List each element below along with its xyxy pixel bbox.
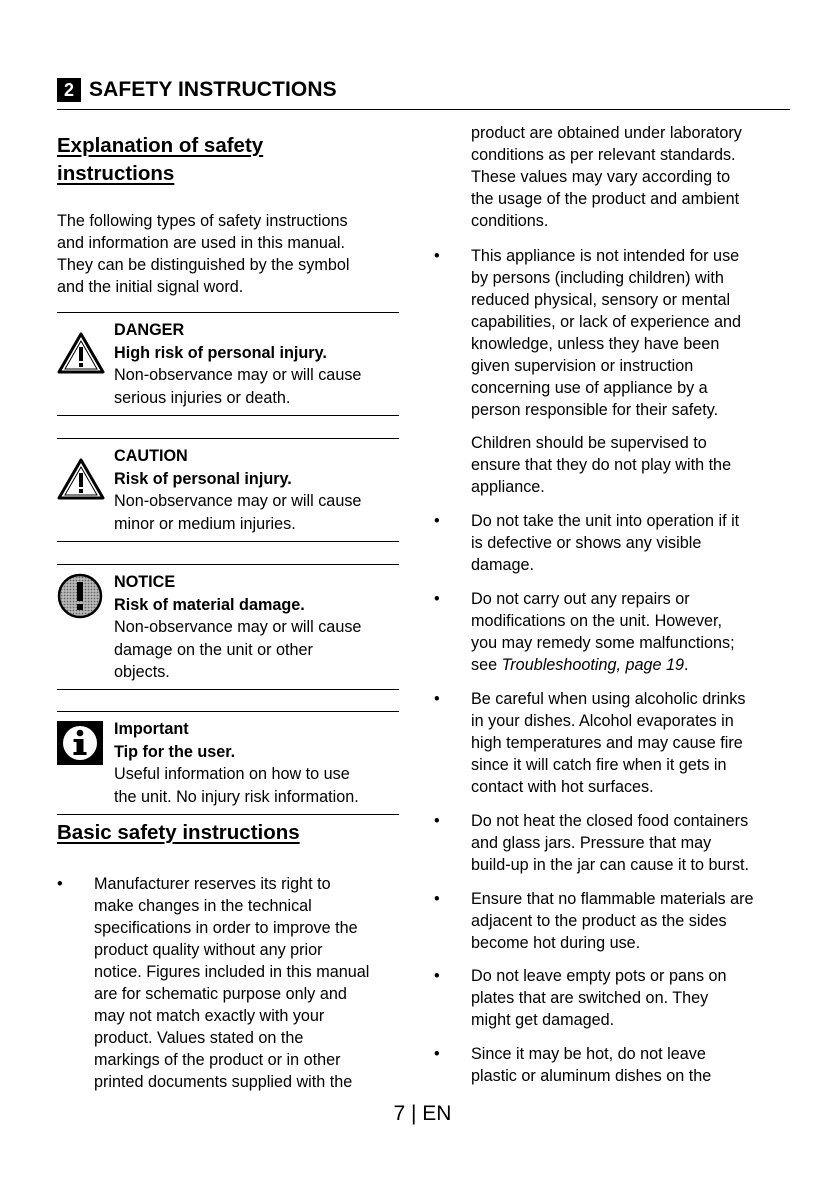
notice-line: Non-observance may or will cause: [114, 618, 362, 636]
text-line: by persons (including children) with: [471, 269, 724, 287]
intro-line: The following types of safety instructions: [57, 212, 348, 230]
notice-word: Important: [114, 720, 189, 738]
text-line: product. Values stated on the: [94, 1029, 304, 1047]
intro-line: They can be distinguished by the symbol: [57, 256, 350, 274]
notice-subtitle: Tip for the user.: [114, 742, 236, 761]
text-line: Be careful when using alcoholic drinks: [471, 690, 746, 708]
chapter-title: SAFETY INSTRUCTIONS: [89, 78, 337, 101]
text-line: may not match exactly with your: [94, 1007, 325, 1025]
text-line: Do not carry out any repairs or: [471, 590, 690, 608]
bullet-text: [471, 510, 801, 576]
text-line: high temperatures and may cause fire: [471, 734, 743, 752]
notice-line: minor or medium injuries.: [114, 514, 296, 533]
bullet-icon: •: [434, 590, 440, 608]
warning-triangle-icon: [57, 457, 105, 501]
text-line: person responsible for their safety.: [471, 401, 719, 419]
text-line: is defective or shows any visible: [471, 534, 702, 552]
text-line: you may remedy some malfunctions;: [471, 634, 735, 652]
basic-safety-title: Basic safety instructions: [57, 821, 300, 844]
explanation-title: [57, 132, 402, 188]
text-line: Manufacturer reserves its right to: [94, 875, 331, 893]
text-line: Do not take the unit into operation if it: [471, 512, 740, 530]
text-line: ensure that they do not play with the: [471, 456, 732, 474]
notice-subtitle: Risk of personal injury.: [114, 469, 292, 488]
important-notice: [57, 711, 399, 815]
notice-line: Non-observance may or will cause: [114, 492, 362, 510]
text-line: modifications on the unit. However,: [471, 612, 723, 630]
text-line: contact with hot surfaces.: [471, 778, 654, 796]
text-line: adjacent to the product as the sides: [471, 912, 727, 930]
text-line: These values may vary according to: [471, 168, 731, 186]
intro-line: and the initial signal word.: [57, 278, 244, 296]
notice-subtitle: High risk of personal injury.: [114, 343, 327, 362]
warning-triangle-icon: [57, 331, 105, 375]
caution-notice: [57, 438, 399, 542]
bullet-icon: •: [434, 967, 440, 985]
explanation-title-line: Explanation of safety: [57, 134, 264, 157]
see-text: see: [471, 656, 502, 674]
explanation-intro: [57, 210, 402, 298]
list-item: [57, 873, 417, 1093]
text-line: Do not leave empty pots or pans on: [471, 967, 727, 985]
text-line: conditions.: [471, 212, 549, 230]
text-line: printed documents supplied with the: [94, 1073, 353, 1091]
bullet-text: [94, 873, 369, 1093]
text-line: conditions as per relevant standards.: [471, 146, 736, 164]
text-line: become hot during use.: [471, 934, 641, 952]
bullet-icon: •: [434, 812, 440, 830]
text-line: given supervision or instruction: [471, 357, 694, 375]
explanation-section: [57, 132, 402, 298]
notice-word: DANGER: [114, 321, 185, 339]
notice-line: Useful information on how to use: [114, 765, 350, 783]
notice-line: serious injuries or death.: [114, 388, 291, 407]
text-line: are for schematic purpose only and: [94, 985, 347, 1003]
bullet-icon: •: [434, 690, 440, 708]
notice-subtitle: Risk of material damage.: [114, 595, 305, 614]
notice-line: damage on the unit or other: [114, 640, 313, 659]
text-line: in your dishes. Alcohol evaporates in: [471, 712, 734, 730]
bullet-icon: •: [434, 512, 440, 530]
bullet-icon: •: [434, 247, 440, 265]
text-line: knowledge, unless they have been: [471, 335, 720, 353]
text-line: markings of the product or in other: [94, 1051, 341, 1069]
exclamation-circle-icon: [57, 573, 103, 619]
children-paragraph: [471, 432, 801, 498]
text-line: This appliance is not intended for use: [471, 247, 740, 265]
danger-text: [114, 319, 404, 409]
notice-line: the unit. No injury risk information.: [114, 787, 359, 806]
bullet-text: [471, 965, 801, 1031]
notice-text: [114, 571, 404, 684]
bullet-text: [471, 810, 801, 876]
text-line: plastic or aluminum dishes on the: [471, 1067, 712, 1085]
text-line: specifications in order to improve the: [94, 919, 358, 937]
important-text: [114, 718, 404, 808]
bullet-text: [471, 1043, 801, 1087]
text-line: Children should be supervised to: [471, 434, 707, 452]
bullet-icon: •: [434, 1045, 440, 1063]
explanation-title-line: instructions: [57, 162, 175, 185]
text-line: concerning use of appliance by a: [471, 379, 708, 397]
text-line: Since it may be hot, do not leave: [471, 1045, 706, 1063]
bullet-text: [471, 245, 801, 421]
text-line: appliance.: [471, 478, 545, 496]
troubleshooting-link[interactable]: Troubleshooting, page 19: [501, 656, 685, 674]
text-line: make changes in the technical: [94, 897, 312, 915]
text-line: the usage of the product and ambient: [471, 190, 740, 208]
text-line: product are obtained under laboratory: [471, 124, 742, 142]
chapter-number: 2: [57, 78, 81, 102]
caution-text: [114, 445, 404, 535]
notice-line: Non-observance may or will cause: [114, 366, 362, 384]
text-line: build-up in the jar can cause it to burst.: [471, 856, 750, 874]
text-line: [471, 654, 801, 676]
intro-line: and information are used in this manual.: [57, 234, 345, 252]
chapter-header: [57, 77, 790, 110]
bullet-text: [471, 688, 801, 798]
page-number: 7 | EN: [393, 1102, 452, 1125]
danger-notice: [57, 312, 399, 416]
info-icon: [57, 721, 103, 765]
text-line: Ensure that no flammable materials are: [471, 890, 754, 908]
continuation-paragraph: [471, 122, 801, 232]
notice-word: CAUTION: [114, 447, 188, 465]
notice-notice: [57, 564, 399, 690]
text-line: product quality without any prior: [94, 941, 323, 959]
notice-word: NOTICE: [114, 573, 176, 591]
text-line: plates that are switched on. They: [471, 989, 709, 1007]
text-line: damage.: [471, 556, 534, 574]
bullet-icon: •: [57, 875, 63, 893]
text-line: Do not heat the closed food containers: [471, 812, 749, 830]
text-line: might get damaged.: [471, 1011, 615, 1029]
text-line: notice. Figures included in this manual: [94, 963, 370, 981]
text-line: and glass jars. Pressure that may: [471, 834, 712, 852]
bullet-text: [471, 888, 801, 954]
text-line: since it will catch fire when it gets in: [471, 756, 727, 774]
text-line: capabilities, or lack of experience and: [471, 313, 741, 331]
period-text: .: [684, 656, 689, 674]
notice-line: objects.: [114, 663, 170, 681]
bullet-text: [471, 588, 801, 676]
bullet-icon: •: [434, 890, 440, 908]
text-line: reduced physical, sensory or mental: [471, 291, 731, 309]
